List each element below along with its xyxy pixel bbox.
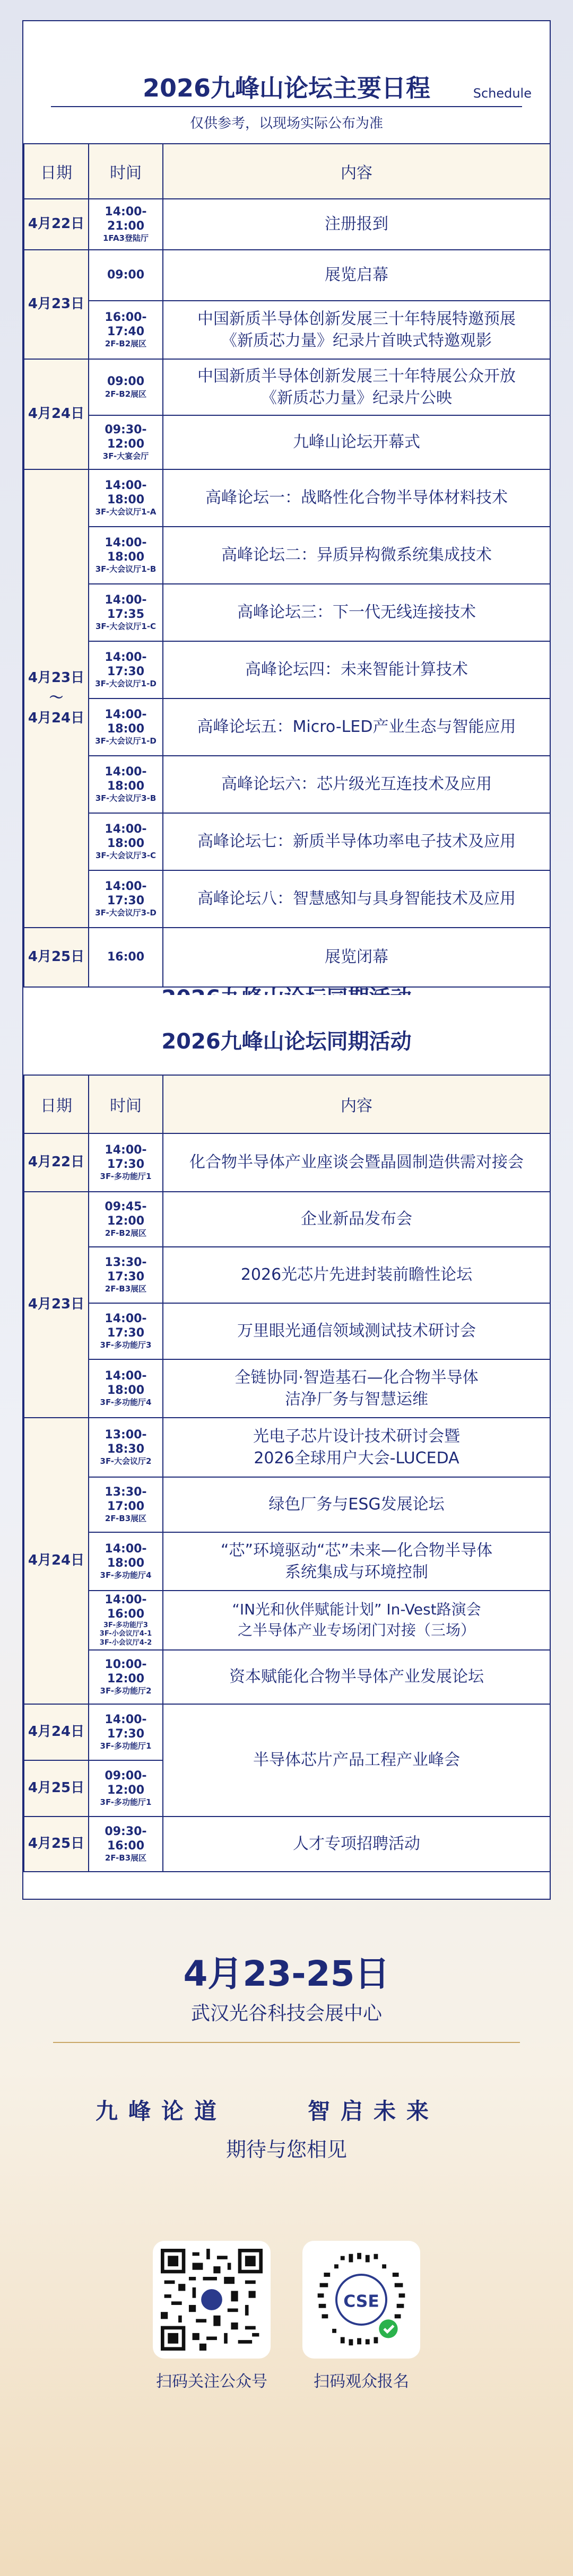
row-time-cell <box>89 641 163 698</box>
table-row <box>24 1650 550 1704</box>
table-row <box>24 1418 550 1477</box>
row-time-cell <box>89 584 163 641</box>
row-location: 3F-多功能厅1 <box>100 1741 152 1751</box>
row-content: 资本赋能化合物半导体产业发展论坛 <box>163 1650 550 1704</box>
row-time: 09:00-12:00 <box>105 1769 147 1797</box>
row-time-cell <box>89 527 163 584</box>
row-time: 09:00 <box>107 375 145 389</box>
row-time: 14:00-17:30 <box>105 1713 147 1741</box>
qr-code-register[interactable] <box>302 2241 420 2359</box>
row-location: 2F-B3展区 <box>105 1514 147 1524</box>
row-time: 14:00-17:30 <box>105 880 147 907</box>
row-content: 高峰论坛三：下一代无线连接技术 <box>163 584 550 641</box>
table-row <box>24 1817 550 1872</box>
table-row <box>24 1477 550 1532</box>
row-time-cell <box>89 1192 163 1247</box>
row-date: 4月23日 <box>24 250 89 359</box>
row-location: 3F-大会议厅1-B <box>95 564 157 574</box>
row-time-cell <box>89 1477 163 1532</box>
table-row <box>24 527 550 584</box>
row-content: “芯”环境驱动“芯”未来—化合物半导体 系统集成与环境控制 <box>163 1532 550 1591</box>
row-time-cell <box>89 1760 163 1817</box>
event-dates: 4月23-25日 <box>183 1953 390 1994</box>
row-time: 13:00-18:30 <box>105 1428 147 1456</box>
table-row <box>24 1247 550 1303</box>
row-time-cell <box>89 1133 163 1192</box>
slogan-left: 九峰论道 <box>96 2098 228 2124</box>
row-date: 4月24日 <box>24 1418 89 1704</box>
row-location: 2F-B3展区 <box>105 1284 147 1294</box>
row-location: 3F-大会议厅3-D <box>95 908 157 918</box>
header-date: 日期 <box>24 144 89 199</box>
table-row <box>24 1303 550 1359</box>
row-location: 2F-B2展区 <box>105 389 147 399</box>
expect-text: 期待与您相见 <box>225 2138 347 2161</box>
gold-divider <box>53 2042 520 2043</box>
row-time-cell <box>89 698 163 756</box>
row-time: 14:00-18:00 <box>105 479 147 507</box>
row-time: 14:00-21:00 <box>105 205 147 233</box>
activities-title-text: 2026九峰山论坛同期活动 <box>161 1029 412 1054</box>
row-content: 光电子芯片设计技术研讨会暨 2026全球用户大会-LUCEDA <box>163 1418 550 1477</box>
row-date: 4月24日 <box>24 359 89 469</box>
row-content: 高峰论坛八：智慧感知与具身智能技术及应用 <box>163 870 550 928</box>
row-time: 14:00-18:00 <box>105 1369 147 1397</box>
row-time-cell <box>89 1532 163 1591</box>
header-time: 时间 <box>89 1075 163 1133</box>
row-location: 3F-多功能厅3 3F-小会议厅4-1 3F-小会议厅4-2 <box>99 1621 152 1647</box>
row-location: 3F-大会议厅2 <box>100 1456 152 1466</box>
activities-table <box>23 1075 551 1872</box>
row-time: 14:00-17:30 <box>105 1143 147 1171</box>
row-time: 10:00-12:00 <box>105 1658 147 1686</box>
row-time-cell <box>89 469 163 527</box>
row-location: 2F-B3展区 <box>105 1853 147 1863</box>
row-time-cell <box>89 1359 163 1418</box>
row-location: 3F-多功能厅1 <box>100 1172 152 1182</box>
table-row <box>24 641 550 698</box>
schedule-subtitle: 仅供参考，以现场实际公布为准 <box>189 116 383 132</box>
event-venue: 武汉光谷科技会展中心 <box>190 2003 382 2024</box>
row-time: 09:45-12:00 <box>105 1200 147 1228</box>
row-location: 3F-多功能厅2 <box>100 1686 152 1696</box>
row-time-cell <box>89 359 163 415</box>
slogan-right: 智启未来 <box>308 2098 440 2124</box>
row-date: 4月23日 ～ 4月24日 <box>24 469 89 928</box>
row-time: 14:00-17:35 <box>105 593 147 621</box>
row-date: 4月23日 <box>24 1192 89 1418</box>
table-row <box>24 1532 550 1591</box>
row-time-cell <box>89 301 163 359</box>
row-content: 半导体芯片产品工程产业峰会 <box>163 1704 550 1817</box>
row-date: 4月22日 <box>24 1133 89 1192</box>
row-location: 3F-大会议厅1-A <box>95 507 157 517</box>
row-time-cell <box>89 1704 163 1760</box>
row-date: 4月25日 <box>24 1817 89 1872</box>
row-time-cell <box>89 1303 163 1359</box>
schedule-title-divider <box>51 106 522 107</box>
row-location: 3F-多功能厅4 <box>100 1570 152 1580</box>
header-date: 日期 <box>24 1075 89 1133</box>
row-location: 3F-多功能厅4 <box>100 1398 152 1408</box>
activities-header-row <box>24 1075 550 1133</box>
row-content: 人才专项招聘活动 <box>163 1817 550 1872</box>
qr-code-wechat[interactable] <box>153 2241 271 2359</box>
row-content: 高峰论坛一：战略性化合物半导体材料技术 <box>163 469 550 527</box>
row-location: 3F-大宴会厅 <box>102 451 149 461</box>
table-row <box>24 1133 550 1192</box>
row-time-cell <box>89 250 163 301</box>
row-time: 13:30-17:00 <box>105 1486 147 1513</box>
table-row <box>24 415 550 469</box>
table-row <box>24 1192 550 1247</box>
row-time: 14:00-18:00 <box>105 1542 147 1570</box>
row-content: 中国新质半导体创新发展三十年特展特邀预展 《新质芯力量》纪录片首映式特邀观影 <box>163 301 550 359</box>
row-location: 2F-B2展区 <box>105 1228 147 1238</box>
row-content: 绿色厂务与ESG发展论坛 <box>163 1477 550 1532</box>
schedule-header-row <box>24 144 550 199</box>
schedule-title-en: Schedule <box>473 86 532 101</box>
row-time: 14:00-18:00 <box>105 823 147 850</box>
table-row <box>24 584 550 641</box>
table-row <box>24 250 550 301</box>
row-content: 中国新质半导体创新发展三十年特展公众开放 《新质芯力量》纪录片公映 <box>163 359 550 415</box>
row-time-cell <box>89 1591 163 1650</box>
table-row <box>24 870 550 928</box>
row-time-cell <box>89 870 163 928</box>
row-location: 2F-B2展区 <box>105 339 147 349</box>
row-time-cell <box>89 928 163 987</box>
row-content: 高峰论坛七：新质半导体功率电子技术及应用 <box>163 813 550 870</box>
row-time-cell <box>89 813 163 870</box>
qr-code-icon <box>161 2249 263 2351</box>
table-row <box>24 359 550 415</box>
row-time-cell <box>89 415 163 469</box>
row-time: 09:30-12:00 <box>105 423 147 451</box>
row-location: 3F-大会议厅1-C <box>95 622 157 632</box>
row-content: 注册报到 <box>163 199 550 250</box>
row-time: 14:00-17:30 <box>105 1312 147 1340</box>
table-row <box>24 928 550 987</box>
row-location: 3F-多功能厅1 <box>100 1797 152 1807</box>
table-row <box>24 301 550 359</box>
table-row <box>24 1359 550 1418</box>
row-content: 万里眼光通信领域测试技术研讨会 <box>163 1303 550 1359</box>
row-content: 全链协同·智造基石—化合物半导体 洁净厂务与智慧运维 <box>163 1359 550 1418</box>
row-time-cell <box>89 1418 163 1477</box>
schedule-card <box>22 20 551 996</box>
row-time: 16:00-17:40 <box>105 311 147 338</box>
row-content: 2026光芯片先进封装前瞻性论坛 <box>163 1247 550 1303</box>
row-content: 高峰论坛四：未来智能计算技术 <box>163 641 550 698</box>
row-time: 14:00-16:00 <box>105 1593 147 1621</box>
table-row <box>24 698 550 756</box>
row-time: 13:30-17:30 <box>105 1256 147 1283</box>
activities-card <box>22 995 551 1900</box>
row-time: 16:00 <box>107 950 145 964</box>
row-time-cell <box>89 199 163 250</box>
row-time: 14:00-17:30 <box>105 651 147 678</box>
row-time: 09:00 <box>107 268 145 282</box>
table-row <box>24 469 550 527</box>
row-location: 3F-大会议厅1-D <box>95 679 157 689</box>
row-time: 09:30-16:00 <box>105 1825 147 1853</box>
row-time: 14:00-18:00 <box>105 536 147 564</box>
row-date: 4月24日 <box>24 1704 89 1760</box>
row-location: 3F-多功能厅3 <box>100 1340 152 1350</box>
row-time-cell <box>89 1650 163 1704</box>
row-location: 1FA3登陆厅 <box>102 233 149 243</box>
row-content: 化合物半导体产业座谈会暨晶圆制造供需对接会 <box>163 1133 550 1192</box>
row-time-cell <box>89 1817 163 1872</box>
table-row <box>24 756 550 813</box>
row-date: 4月25日 <box>24 928 89 987</box>
cse-badge-text: CSE <box>343 2292 379 2311</box>
row-time: 14:00-18:00 <box>105 765 147 793</box>
row-content: 高峰论坛五：Micro-LED产业生态与智能应用 <box>163 698 550 756</box>
row-content: 展览闭幕 <box>163 928 550 987</box>
row-location: 3F-大会议厅1-D <box>95 736 157 746</box>
row-content: 高峰论坛六：芯片级光互连技术及应用 <box>163 756 550 813</box>
row-time-cell <box>89 1247 163 1303</box>
table-row <box>24 813 550 870</box>
row-time-cell <box>89 756 163 813</box>
row-date: 4月25日 <box>24 1760 89 1817</box>
row-content: 高峰论坛二：异质异构微系统集成技术 <box>163 527 550 584</box>
row-date: 4月22日 <box>24 199 89 250</box>
row-content: 九峰山论坛开幕式 <box>163 415 550 469</box>
row-content: 展览启幕 <box>163 250 550 301</box>
table-row <box>24 199 550 250</box>
header-content: 内容 <box>163 144 550 199</box>
row-time: 14:00-18:00 <box>105 708 147 736</box>
row-location: 3F-大会议厅3-B <box>95 793 157 804</box>
header-content: 内容 <box>163 1075 550 1133</box>
schedule-title: 2026九峰山论坛主要日程 <box>142 74 431 102</box>
qr-left-label: 扫码关注公众号 <box>156 2372 267 2391</box>
header-time: 时间 <box>89 144 163 199</box>
row-location: 3F-大会议厅3-C <box>95 851 157 861</box>
qr-right-label: 扫码观众报名 <box>314 2372 409 2391</box>
table-row <box>24 1591 550 1650</box>
table-row <box>24 1704 550 1760</box>
row-content: 企业新品发布会 <box>163 1192 550 1247</box>
row-content: “IN光和伙伴赋能计划” In-Vest路演会 之半导体产业专场闭门对接（三场） <box>163 1591 550 1650</box>
schedule-table <box>23 143 551 988</box>
mini-program-code-icon <box>309 2248 413 2352</box>
